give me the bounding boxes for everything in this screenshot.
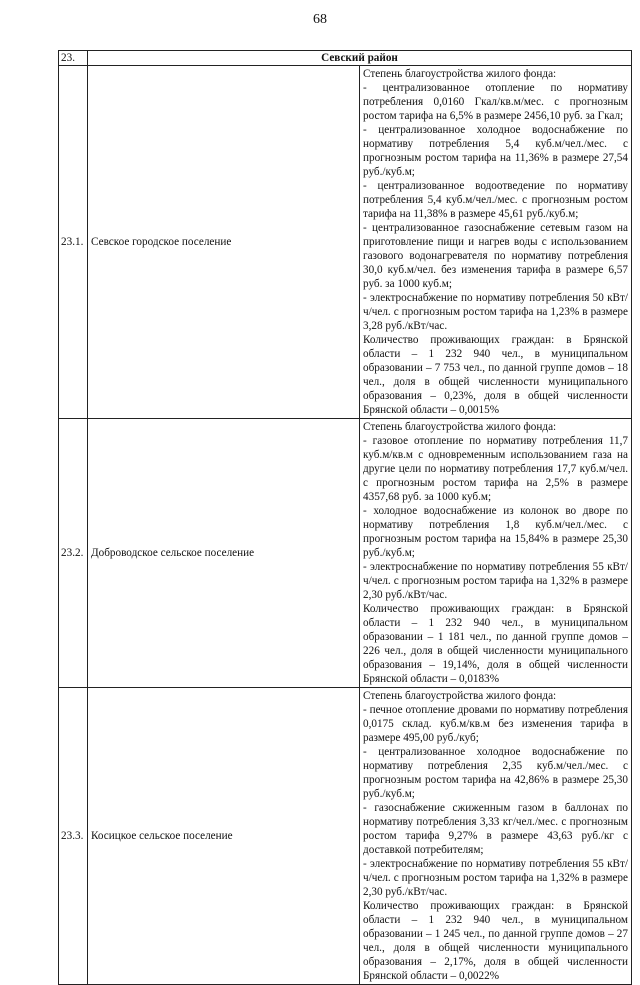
description-line: - холодное водоснабжение из колонок во дворе по нормативу потребления 1,8 куб.м/чел./мес. с прогнозным ростом тарифа на 15,84% в размере 25,30 руб./куб.м; [363, 505, 628, 559]
description-line: - централизованное холодное водоснабжение по нормативу потребления 2,35 куб.м/чел./мес. с прогнозным ростом тарифа на 42,86% в размере 25,30 руб./куб.м; [363, 746, 628, 800]
description-line: - газовое отопление по нормативу потребления 11,7 куб.м/кв.м с одновременным использованием газа на другие цели по нормативу потребления 17,7 куб.м/чел. с прогнозным ростом тарифа на 2,5% в размере 4357,68 руб. за 1000 куб.м; [363, 435, 628, 503]
description-line: - газоснабжение сжиженным газом в баллонах по нормативу потребления 3,33 кг/чел./мес. с прогнозным ростом тарифа 9,27% в размере 43,63 руб./кг с доставкой потребителям; [363, 802, 628, 856]
table-row [59, 688, 632, 985]
description-line: Количество проживающих граждан: в Брянской области – 1 232 940 чел., в муниципальном образовании – 1 245 чел., по данной группе домов – 27 чел., доля в общей численности муниципального образования – 2,17%, доля в общей численности Брянской области – 0,0022% [363, 900, 628, 982]
district-number: 23. [59, 51, 88, 66]
settlement-name: Косицкое сельское поселение [88, 688, 360, 985]
table-row [59, 419, 632, 688]
settlement-name: Доброводское сельское поселение [88, 419, 360, 688]
description-line: - печное отопление дровами по нормативу потребления 0,0175 склад. куб.м/кв.м без изменения тарифа в размере 495,00 руб./куб; [363, 704, 628, 744]
description-line: - централизованное отопление по нормативу потребления 0,0160 Гкал/кв.м/мес. с прогнозным ростом тарифа на 6,5% в размере 2456,10 руб. за Гкал; [363, 82, 628, 122]
settlement-description [360, 66, 632, 419]
description-line: - централизованное водоотведение по нормативу потребления 5,4 куб.м/чел./мес. с прогнозным ростом тарифа на 11,38% в размере 45,61 руб./куб.м; [363, 180, 628, 220]
table-row [59, 66, 632, 419]
description-line: - электроснабжение по нормативу потребления 50 кВт/ч/чел. с прогнозным ростом тарифа на 1,23% в размере 3,28 руб./кВт/час. [363, 292, 628, 332]
settlement-description [360, 419, 632, 688]
settlement-name: Севское городское поселение [88, 66, 360, 419]
row-number: 23.1. [59, 66, 88, 419]
page-number: 68 [313, 12, 327, 27]
description-line: - электроснабжение по нормативу потребления 55 кВт/ч/чел. с прогнозным ростом тарифа на 1,32% в размере 2,30 руб./кВт/час. [363, 858, 628, 898]
description-line: - централизованное холодное водоснабжение по нормативу потребления 5,4 куб.м/чел./мес. с прогнозным ростом тарифа на 11,36% в размере 27,54 руб./куб.м; [363, 124, 628, 178]
description-line: Степень благоустройства жилого фонда: [363, 690, 557, 702]
district-name: Севский район [88, 51, 632, 66]
description-line: Количество проживающих граждан: в Брянской области – 1 232 940 чел., в муниципальном образовании – 1 181 чел., по данной группе домов – 226 чел., доля в общей численности муниципального образования – 19,14%, доля в общей численности Брянской области – 0,0183% [363, 603, 628, 685]
row-number: 23.3. [59, 688, 88, 985]
description-line: Степень благоустройства жилого фонда: [363, 68, 557, 80]
district-header-row [59, 51, 632, 66]
description-line: Количество проживающих граждан: в Брянской области – 1 232 940 чел., в муниципальном образовании – 7 753 чел., по данной группе домов – 18 чел., доля в общей численности муниципального образования – 0,23%, доля в общей численности Брянской области – 0,0015% [363, 334, 628, 416]
row-number: 23.2. [59, 419, 88, 688]
settlement-description [360, 688, 632, 985]
description-line: Степень благоустройства жилого фонда: [363, 421, 557, 433]
description-line: - электроснабжение по нормативу потребления 55 кВт/ч/чел. с прогнозным ростом тарифа на 1,32% в размере 2,30 руб./кВт/час. [363, 561, 628, 601]
settlements-table [58, 50, 632, 985]
description-line: - централизованное газоснабжение сетевым газом на приготовление пищи и нагрев воды с использованием газового водонагревателя по нормативу потребления 30,0 куб.м/чел. без изменения тарифа в размере 6,57 руб. за 1000 куб.м; [363, 222, 628, 290]
